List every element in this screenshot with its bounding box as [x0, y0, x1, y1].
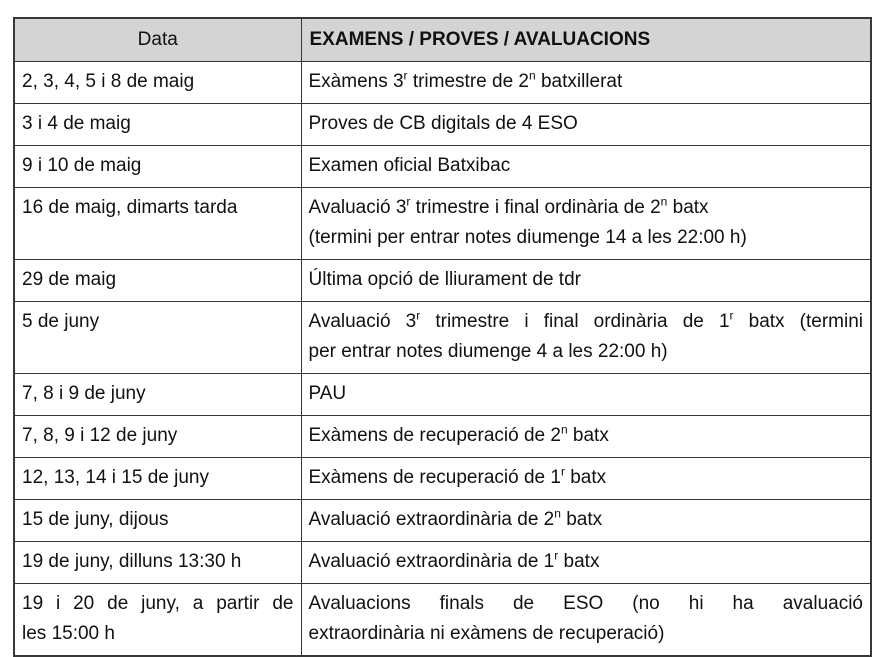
date-cell [14, 457, 301, 499]
event-cell [301, 259, 871, 301]
cell-line [309, 379, 864, 409]
cell-text: batx (termini [733, 310, 864, 332]
date-cell [14, 583, 301, 656]
event-cell [301, 499, 871, 541]
cell-text: 3 i 4 de maig [22, 112, 131, 134]
cell-line [22, 505, 294, 535]
cell-line [22, 193, 294, 223]
date-cell [14, 373, 301, 415]
date-cell [14, 259, 301, 301]
cell-text: Avaluació extraordinària de 2 [308, 508, 555, 530]
cell-line [22, 307, 294, 337]
ordinal-superscript: n [554, 506, 561, 521]
cell-line [309, 589, 864, 619]
event-cell [301, 457, 871, 499]
cell-text: 12, 13, 14 i 15 de juny [22, 466, 209, 488]
cell-line [309, 547, 864, 577]
event-cell [301, 583, 871, 656]
table-row [14, 187, 871, 259]
cell-text: 19 i 20 de juny, a partir de [22, 592, 294, 614]
ordinal-superscript: n [560, 422, 568, 437]
table-row [14, 103, 871, 145]
cell-line [22, 463, 294, 493]
ordinal-superscript: r [554, 548, 559, 563]
cell-text: les 15:00 h [22, 622, 115, 644]
cell-text: Última opció de lliurament de tdr [308, 268, 581, 290]
cell-line [309, 337, 864, 367]
date-cell [14, 103, 301, 145]
cell-line [309, 265, 864, 295]
table-row [14, 145, 871, 187]
cell-text: Exàmens de recuperació de 1 [308, 466, 561, 488]
ordinal-superscript: n [528, 68, 536, 83]
event-cell [301, 61, 871, 103]
table-row [14, 373, 871, 415]
date-cell [14, 187, 301, 259]
event-cell [301, 415, 871, 457]
table-row [14, 301, 871, 373]
ordinal-superscript: r [729, 308, 734, 323]
cell-line [22, 619, 294, 649]
cell-line [309, 151, 864, 181]
event-cell [301, 145, 871, 187]
cell-text: 19 de juny, dilluns 13:30 h [22, 550, 242, 572]
table-row [14, 415, 871, 457]
cell-line [309, 505, 864, 535]
cell-line [309, 421, 864, 451]
table-row [14, 541, 871, 583]
date-cell [14, 541, 301, 583]
ordinal-superscript: r [416, 308, 421, 323]
cell-line [309, 463, 864, 493]
date-cell [14, 145, 301, 187]
cell-text: 7, 8 i 9 de juny [22, 382, 146, 404]
cell-text: extraordinària ni exàmens de recuperació) [308, 622, 665, 644]
cell-text: 5 de juny [22, 310, 100, 332]
cell-text: 7, 8, 9 i 12 de juny [22, 424, 178, 446]
cell-line [309, 67, 864, 97]
cell-text: Proves de CB digitals de 4 ESO [308, 112, 578, 134]
cell-text: batxillerat [535, 70, 623, 92]
cell-line [22, 151, 294, 181]
event-cell [301, 301, 871, 373]
cell-text: batx [567, 424, 609, 446]
cell-line [22, 109, 294, 139]
cell-text: 29 de maig [22, 268, 117, 290]
ordinal-superscript: r [406, 194, 411, 209]
cell-line [22, 421, 294, 451]
cell-line [22, 265, 294, 295]
table-row [14, 259, 871, 301]
cell-line [309, 109, 864, 139]
cell-line [309, 619, 864, 649]
cell-text: Avaluació 3 [308, 196, 407, 218]
cell-line [22, 589, 294, 619]
cell-text: trimestre de 2 [407, 70, 529, 92]
cell-line [309, 223, 864, 253]
header-row [14, 18, 871, 61]
cell-text: PAU [308, 382, 347, 404]
cell-text: 15 de juny, dijous [22, 508, 169, 530]
cell-text: trimestre i final ordinària de 1 [420, 310, 730, 332]
cell-text: 2, 3, 4, 5 i 8 de maig [22, 70, 195, 92]
ordinal-superscript: r [403, 68, 408, 83]
event-cell [301, 541, 871, 583]
event-cell [301, 373, 871, 415]
table-row [14, 457, 871, 499]
date-cell [14, 301, 301, 373]
cell-text: Examen oficial Batxibac [308, 154, 511, 176]
date-cell [14, 415, 301, 457]
cell-text: 16 de maig, dimarts tarda [22, 196, 238, 218]
cell-text: Exàmens de recuperació de 2 [308, 424, 561, 446]
ordinal-superscript: n [660, 194, 668, 209]
date-cell [14, 499, 301, 541]
cell-text: (termini per entrar notes diumenge 14 a les 22:00 h) [308, 226, 747, 248]
event-cell [301, 187, 871, 259]
cell-line [22, 67, 294, 97]
cell-text: Avaluació extraordinària de 1 [308, 550, 555, 572]
cell-text: Avaluacions finals de ESO (no hi ha avaluació [308, 592, 863, 614]
date-cell [14, 61, 301, 103]
table-row [14, 499, 871, 541]
cell-line [22, 379, 294, 409]
cell-line [309, 193, 864, 223]
event-cell [301, 103, 871, 145]
cell-text: batx [558, 550, 600, 572]
cell-text: trimestre i final ordinària de 2 [410, 196, 661, 218]
cell-text: 9 i 10 de maig [22, 154, 142, 176]
exam-schedule-table [13, 17, 872, 657]
ordinal-superscript: r [560, 464, 565, 479]
cell-text: per entrar notes diumenge 4 a les 22:00 h) [308, 340, 668, 362]
cell-text: Exàmens 3 [308, 70, 404, 92]
column-header-data: Data [14, 18, 301, 61]
cell-text: Avaluació 3 [308, 310, 417, 332]
cell-text: batx [560, 508, 603, 530]
table-row [14, 583, 871, 656]
table-body [14, 61, 871, 656]
cell-line [309, 307, 864, 337]
cell-text: batx [667, 196, 709, 218]
cell-line [22, 547, 294, 577]
table-row [14, 61, 871, 103]
cell-text: batx [564, 466, 607, 488]
column-header-events: EXAMENS / PROVES / AVALUACIONS [301, 18, 871, 61]
